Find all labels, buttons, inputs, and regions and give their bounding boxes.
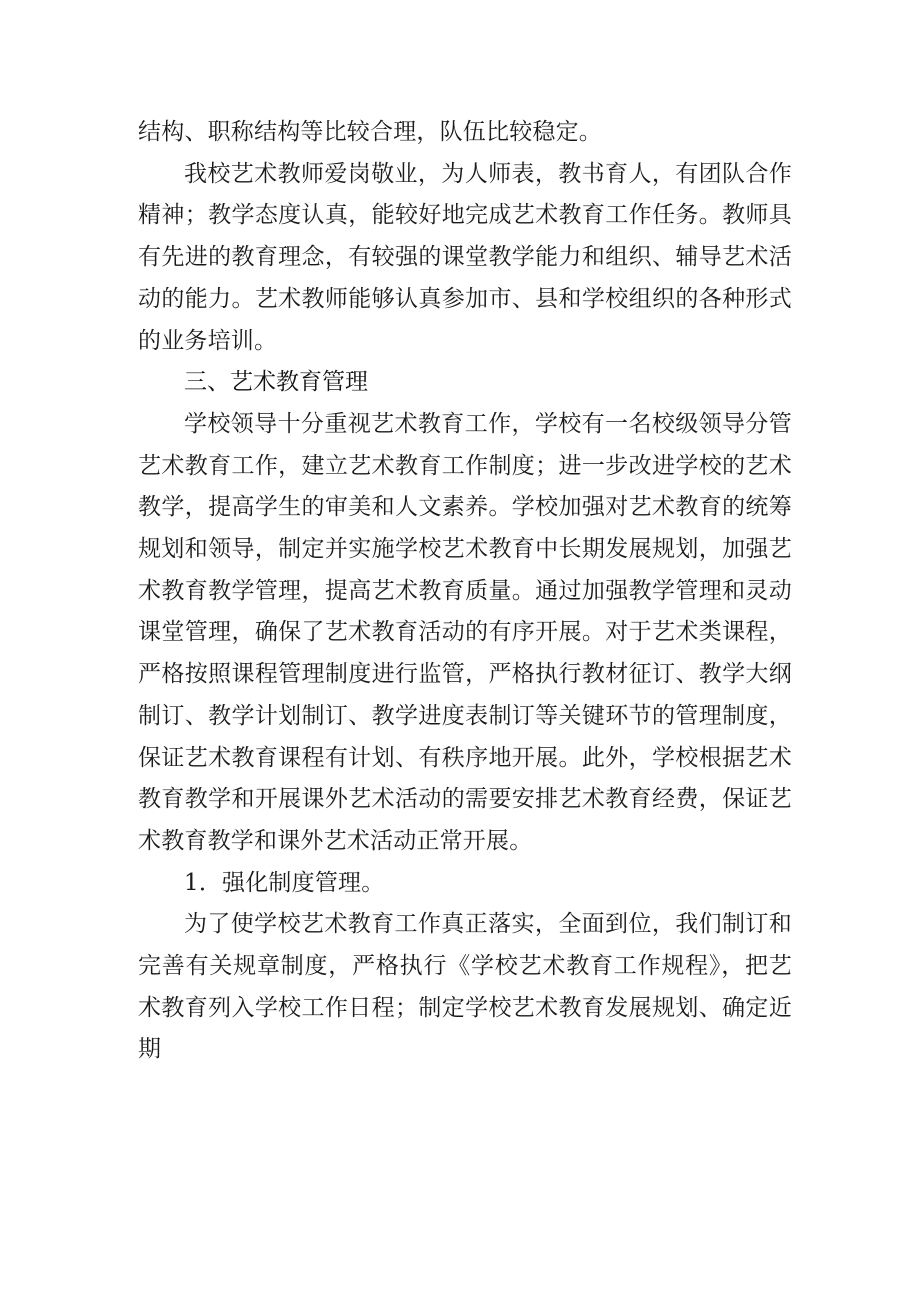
- list-item-system-management: 1．强化制度管理。: [184, 869, 385, 896]
- document-page: [138, 112, 792, 1071]
- paragraph-management: 学校领导十分重视艺术教育工作，学校有一名校级领导分管艺术教育工作，建立艺术教育工作制度；进一步改进学校的艺术教学，提高学生的审美和人文素养。学校加强对艺术教育的统筹规划和领导，制定并实施学校艺术教育中长期发展规划，加强艺术教育教学管理，提高艺术教育质量。通过加强教学管理和灵动课堂管理，确保了艺术教育活动的有序开展。对于艺术类课程，严格按照课程管理制度进行监管，严格执行教材征订、教学大纲制订、教学计划制订、教学进度表制订等关键环节的管理制度，保证艺术教育课程有计划、有秩序地开展。此外，学校根据艺术教育教学和开展课外艺术活动的需要安排艺术教育经费，保证艺术教育教学和课外艺术活动正常开展。: [138, 410, 792, 854]
- paragraph-regulations: 为了使学校艺术教育工作真正落实，全面到位，我们制订和完善有关规章制度，严格执行《学校艺术教育工作规程》，把艺术教育列入学校工作日程；制定学校艺术教育发展规划、确定近期: [138, 911, 792, 1063]
- section-heading-art-education-management: 三、艺术教育管理: [184, 369, 368, 396]
- paragraph-continuation: 结构、职称结构等比较合理，队伍比较稳定。: [138, 119, 602, 145]
- paragraph-teachers: 我校艺术教师爱岗敬业，为人师表，教书育人，有团队合作精神；教学态度认真，能较好地完成艺术教育工作任务。教师具有先进的教育理念，有较强的课堂教学能力和组织、辅导艺术活动的能力。艺术教师能够认真参加市、县和学校组织的各种形式的业务培训。: [138, 160, 792, 354]
